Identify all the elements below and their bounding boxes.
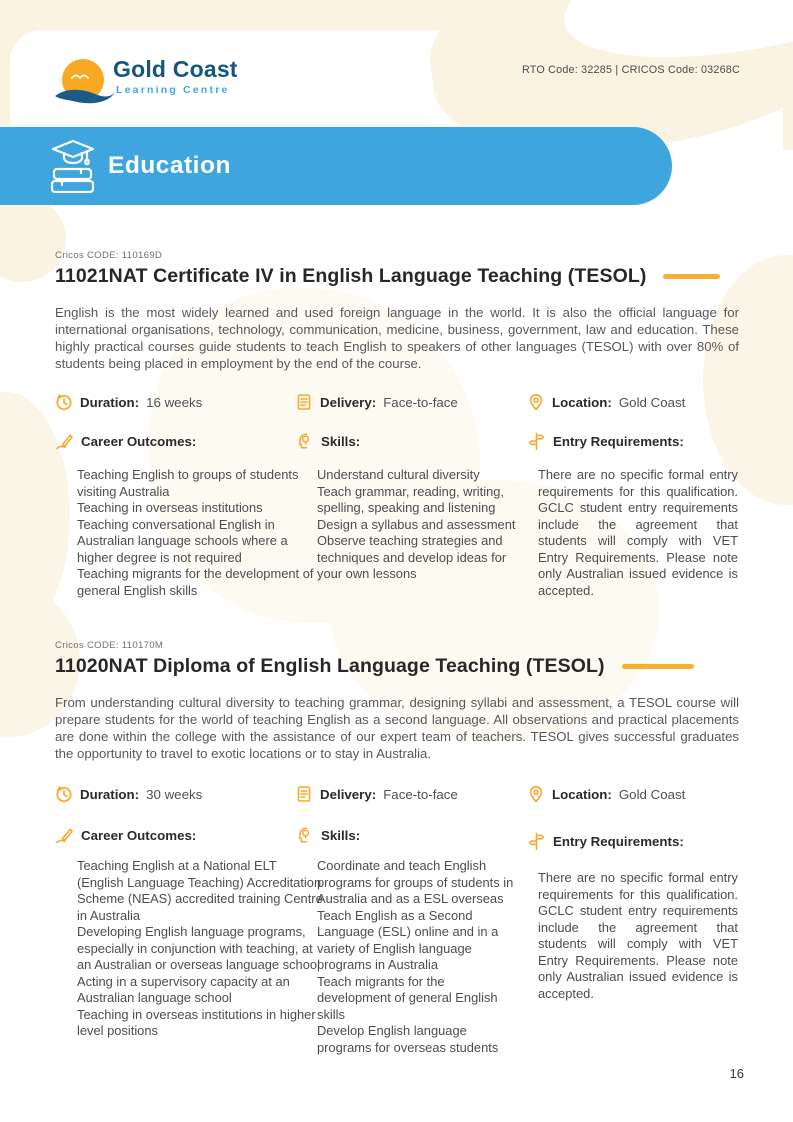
duration-label: Duration:: [80, 786, 140, 802]
delivery-value: Face-to-face: [383, 786, 458, 802]
list-item: Design a syllabus and assessment: [317, 516, 516, 532]
hand-pen-icon: [55, 826, 74, 845]
entry-requirements-label: Entry Requirements:: [553, 834, 684, 849]
list-item: Teaching in overseas institutions: [77, 500, 263, 516]
entry-requirements-header: [527, 432, 684, 451]
list-item: Coordinate and teach English programs for groups of students in Australia and as a ESL overseas: [317, 858, 514, 907]
head-brain-icon: [295, 432, 314, 451]
career-outcomes-list: [77, 467, 325, 599]
career-outcomes-header: [55, 432, 196, 451]
duration-item: [55, 785, 202, 803]
list-item: Teaching migrants for the development of general English skills: [77, 566, 314, 598]
list-item: Acting in a supervisory capacity at an Australian language school: [77, 973, 290, 1006]
list-item: Teach migrants for the development of general English skills: [317, 973, 498, 1022]
skills-label: Skills:: [321, 434, 361, 449]
list-item: Understand cultural diversity: [317, 467, 480, 482]
cricos-code: Cricos CODE: 110170M: [55, 640, 164, 651]
delivery-item: [295, 393, 458, 411]
career-outcomes-list: [77, 858, 325, 1040]
map-pin-icon: [527, 393, 545, 411]
rto-cricos-code: RTO Code: 32285 | CRICOS Code: 03268C: [521, 64, 740, 76]
career-outcomes-header: [55, 826, 196, 845]
list-item: Teaching in overseas institutions in higher level positions: [77, 1006, 316, 1039]
course-title-row: [55, 655, 694, 678]
list-item: Developing English language programs, especially in conjunction with teaching, at an Australian or overseas language school: [77, 924, 320, 973]
list-item: Observe teaching strategies and techniques and develop ideas for your own lessons: [317, 533, 507, 582]
list-item: Develop English language programs for overseas students: [317, 1023, 499, 1055]
delivery-label: Delivery:: [320, 786, 377, 802]
career-outcomes-label: Career Outcomes:: [81, 828, 197, 843]
logo-title: Gold Coast: [113, 56, 238, 82]
course-title-row: [55, 265, 720, 288]
list-item: Teaching English to groups of students visiting Australia: [77, 467, 299, 499]
head-brain-icon: [295, 826, 314, 845]
location-label: Location:: [552, 394, 612, 410]
logo: [55, 50, 305, 114]
list-item: Teach grammar, reading, writing, spelling, speaking and listening: [317, 483, 504, 516]
books-graduation-cap-icon: [50, 139, 96, 193]
delivery-value: Face-to-face: [383, 394, 458, 410]
course-section: [55, 640, 739, 1090]
location-value: Gold Coast: [618, 786, 686, 802]
entry-requirements-text: There are no specific formal entry requirements for this qualification. GCLC student entry requirements include the agreement that students will comply with VET Entry Requirements. Please note only Australian issued evidence is accepted.: [538, 467, 738, 598]
signpost-icon: [527, 432, 546, 451]
course-title: 11020NAT Diploma of English Language Teaching (TESOL): [55, 655, 605, 677]
location-item: [527, 785, 685, 803]
entry-requirements-label: Entry Requirements:: [553, 434, 684, 449]
career-outcomes-label: Career Outcomes:: [81, 434, 197, 449]
title-accent-dash: [622, 664, 694, 669]
course-section: [55, 250, 739, 640]
education-banner: [0, 127, 672, 205]
delivery-label: Delivery:: [320, 394, 377, 410]
delivery-item: [295, 785, 458, 803]
document-icon: [295, 785, 313, 803]
list-item: Teaching English at a National ELT (English Language Teaching) Accreditation Scheme (NEAS) accredited training Centre in Australia: [77, 858, 323, 923]
course-description: English is the most widely learned and used foreign language in the world. It is also the official language for international organisations, technology, communication, medicine, business, government, law and education. These highly practical courses guide students to teach English to speakers of other languages (TESOL) with over 80% of students being placed in employment by the end of the course.: [55, 305, 739, 372]
skills-label: Skills:: [321, 828, 361, 843]
map-pin-icon: [527, 785, 545, 803]
clock-icon: [55, 785, 73, 803]
hand-pen-icon: [55, 432, 74, 451]
skills-header: [295, 826, 360, 845]
location-item: [527, 393, 685, 411]
duration-item: [55, 393, 202, 411]
course-description: From understanding cultural diversity to teaching grammar, designing syllabi and assessment, a TESOL course will prepare students for the world of teaching English as a second language. All observations and practical placements are done within the college with the assistance of our expert team of teachers. TESOL gives successful graduates the opportunity to travel to exotic locations or to stay in Australia.: [55, 695, 739, 762]
signpost-icon: [527, 832, 546, 851]
duration-value: 16 weeks: [146, 394, 203, 410]
course-title: 11021NAT Certificate IV in English Language Teaching (TESOL): [55, 265, 647, 287]
location-value: Gold Coast: [618, 394, 686, 410]
skills-list: [317, 858, 517, 1056]
duration-label: Duration:: [80, 394, 140, 410]
cricos-code: Cricos CODE: 110169D: [55, 250, 163, 261]
list-item: Teach English as a Second Language (ESL) online and in a variety of English language programs in Australia: [317, 907, 499, 973]
clock-icon: [55, 393, 73, 411]
duration-value: 30 weeks: [146, 786, 203, 802]
logo-subtitle: Learning Centre: [116, 84, 230, 96]
skills-header: [295, 432, 360, 451]
location-label: Location:: [552, 786, 612, 802]
skills-list: [317, 467, 517, 583]
document-icon: [295, 393, 313, 411]
entry-requirements-header: [527, 832, 684, 851]
title-accent-dash: [663, 274, 720, 279]
page-number: 16: [729, 1066, 744, 1081]
entry-requirements-text: There are no specific formal entry requirements for this qualification. GCLC student entry requirements include the agreement that students will comply with VET Entry Requirements. Please note only Australian issued evidence is accepted.: [538, 870, 738, 1001]
banner-title: Education: [108, 152, 231, 179]
list-item: Teaching conversational English in Australian language schools where a higher degree is not required: [77, 516, 288, 565]
